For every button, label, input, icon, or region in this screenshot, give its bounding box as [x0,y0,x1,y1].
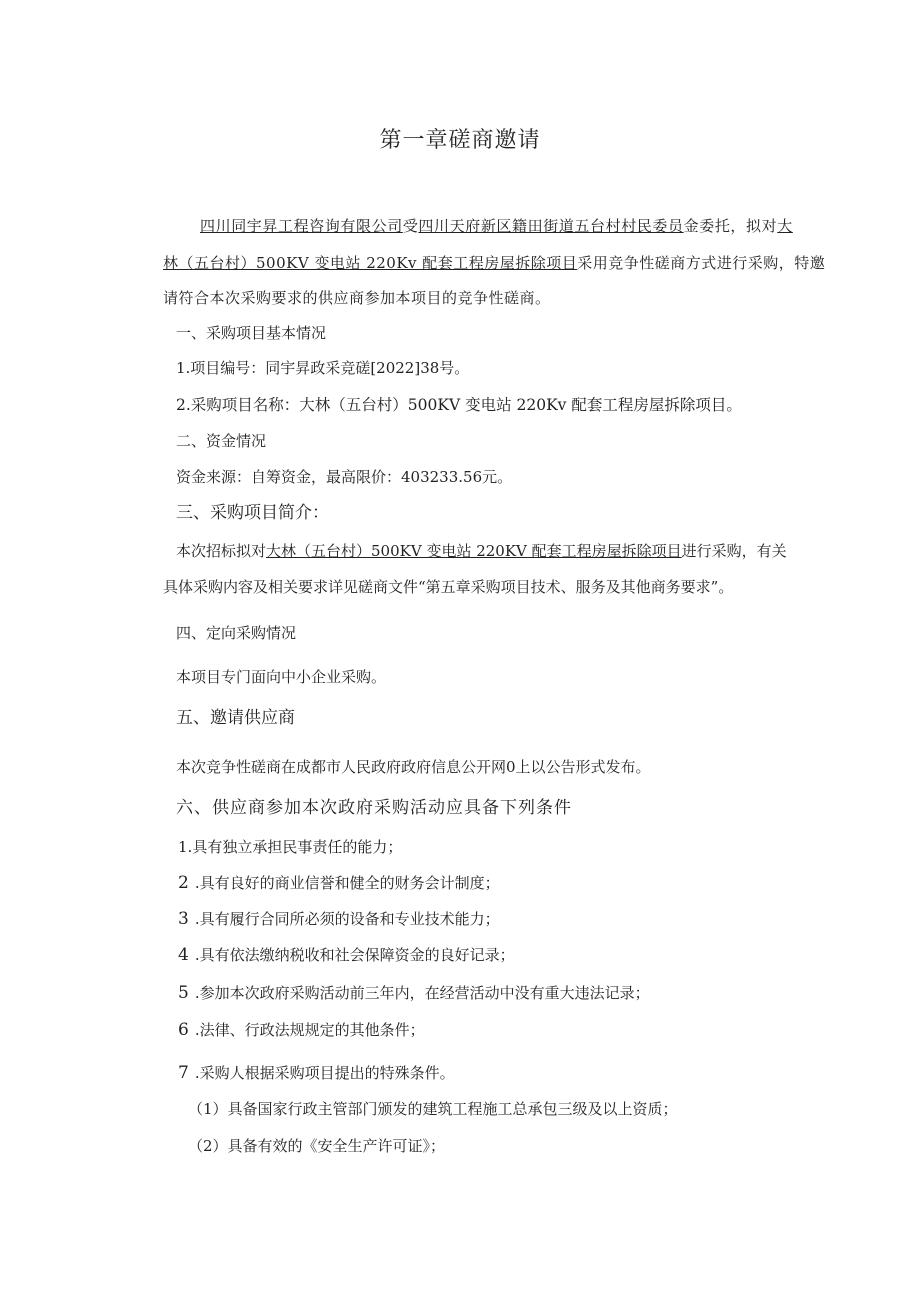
intro-text: 金委托，拟对 [683,217,778,235]
item-number: 7 [178,1063,195,1083]
intro-text: 受 [402,217,419,235]
section-5-heading: 五、邀请供应商 [176,708,295,728]
project-name: 林（五台村）500KV 变电站 220Kv 配套工程房屋拆除项目 [163,254,578,272]
client-name: 四川天府新区籍田街道五台村村民委员 [418,217,684,235]
section-3-heading: 三、采购项目简介： [176,503,329,523]
item-text: .法律、行政法规规定的其他条件； [194,1021,425,1039]
special-condition: （1）具备国家行政主管部门颁发的建筑工程施工总承包三级及以上资质； [188,1100,678,1118]
item-text: .参加本次政府采购活动前三年内，在经营活动中没有重大违法记录； [194,984,650,1002]
section-6-heading: 六、供应商参加本次政府采购活动应具备下列条件 [176,798,572,818]
condition-item [178,983,650,1003]
project-name: 大林（五台村）500KV 变电站 220KV 配套工程房屋拆除项目 [266,542,682,560]
agent-name: 四川同宇昇工程咨询有限公司 [200,217,403,235]
section-4-heading: 四、定向采购情况 [176,624,297,642]
item-text: .具有依法缴纳税收和社会保障资金的良好记录； [194,946,515,964]
section-5-text: 本次竞争性磋商在成都市人民政府政府信息公开网0上以公告形式发布。 [176,758,651,776]
project-name: 大 [777,217,793,235]
item-text: .具有履行合同所必须的设备和专业技术能力； [194,910,500,928]
item-number: 4 [178,945,195,965]
item-number: 1. [178,838,193,856]
section-4-text: 本项目专门面向中小企业采购。 [176,668,387,686]
section-3-line-1 [176,541,787,561]
item-number: 5 [178,983,195,1003]
project-title: 2.采购项目名称：大林（五台村）500KV 变电站 220Kv 配套工程房屋拆除项目。 [176,396,742,414]
condition-item [178,1063,455,1083]
condition-item [178,909,500,929]
condition-item [178,837,402,857]
intro-line-3: 请符合本次采购要求的供应商参加本项目的竞争性磋商。 [163,289,551,307]
intro-line-2 [163,253,825,273]
text: 进行采购，有关 [681,542,787,560]
item-number: 2 [178,873,195,893]
item-text: 具有独立承担民事责任的能力； [192,838,403,856]
condition-item [178,945,515,965]
intro-text: 采用竞争性磋商方式进行采购，特邀 [577,254,826,272]
item-text: .具有良好的商业信誉和健全的财务会计制度； [194,874,500,892]
page-title: 第一章磋商邀请 [379,128,541,153]
project-number: 1.项目编号：同宇昇政采竞磋[2022]38号。 [176,359,470,377]
funding-text: 资金来源：自筹资金，最高限价：403233.56元。 [176,468,513,486]
section-2-heading: 二、资金情况 [176,432,267,450]
item-number: 3 [178,909,195,929]
section-1-heading: 一、采购项目基本情况 [176,324,327,342]
condition-item [178,873,500,893]
text: 本次招标拟对 [176,542,267,560]
special-condition: （2）具备有效的《安全生产许可证》； [188,1137,446,1155]
item-text: .采购人根据采购项目提出的特殊条件。 [194,1064,455,1082]
condition-item [178,1020,425,1040]
item-number: 6 [178,1020,195,1040]
section-3-line-2: 具体采购内容及相关要求详见磋商文件“第五章采购项目技术、服务及其他商务要求”。 [163,578,734,596]
intro-line-1 [200,216,793,236]
